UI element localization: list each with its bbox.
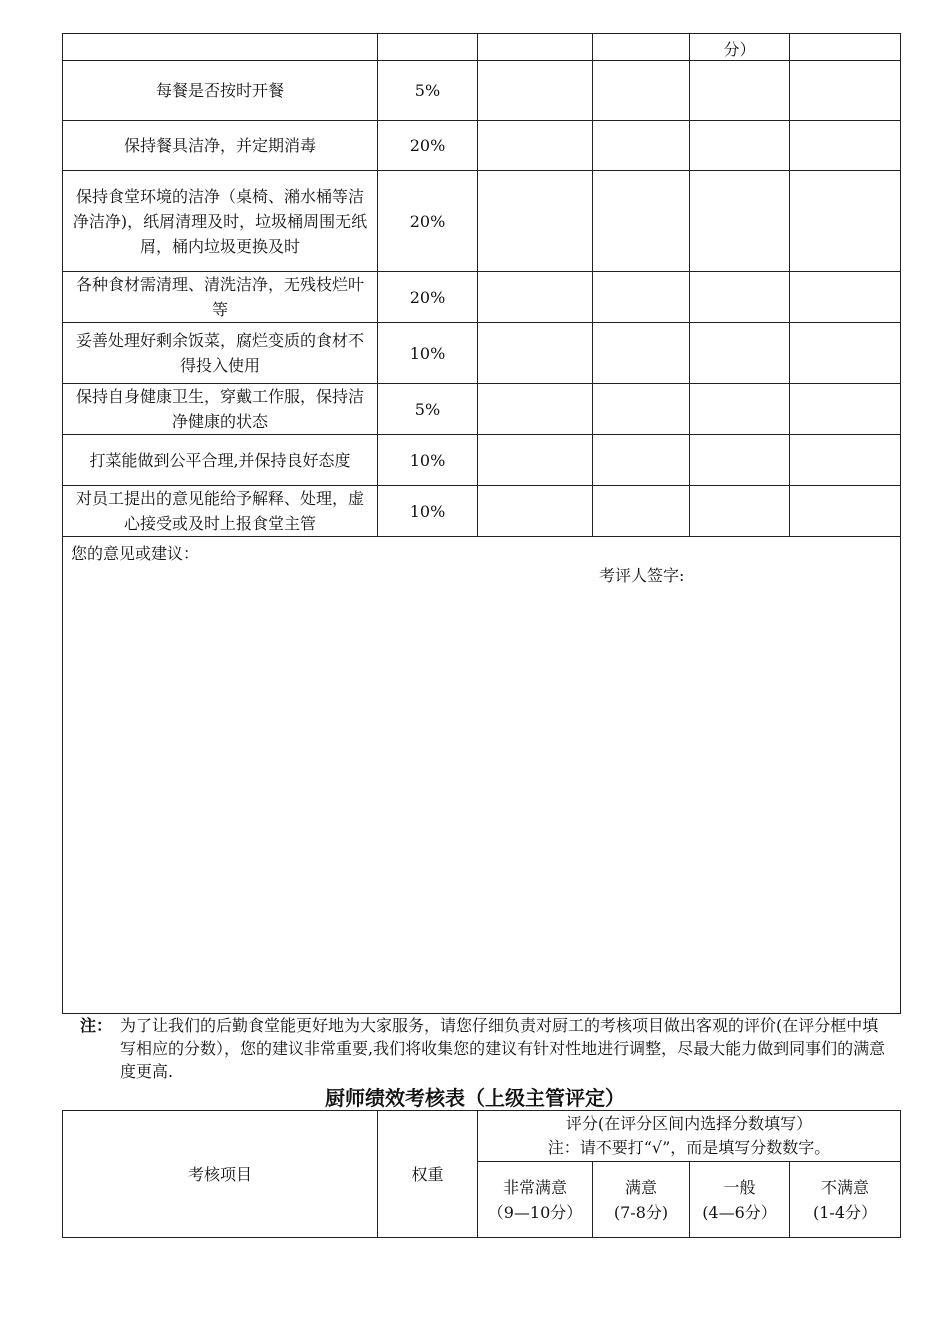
- table-row: [63, 171, 901, 272]
- note-paragraph: [80, 1014, 890, 1083]
- table-row: [63, 384, 901, 435]
- note-text: 为了让我们的后勤食堂能更好地为大家服务，请您仔细负责对厨工的考核项目做出客观的评价(在评分框中填写相应的分数），您的建议非常重要,我们将收集您的建议有针对性地进行调整，尽最大能力做到同事们的满意度更高.: [120, 1016, 886, 1081]
- table-row: [63, 61, 901, 121]
- weight-text: 10%: [378, 486, 478, 537]
- score-cell[interactable]: [478, 272, 593, 323]
- comment-row: [63, 537, 901, 1014]
- empty-cell: [63, 34, 378, 61]
- table-row: [63, 486, 901, 537]
- score-cell[interactable]: [593, 34, 690, 61]
- signature-label: 考评人签字:: [599, 566, 685, 585]
- score-cell[interactable]: [593, 61, 690, 121]
- score-cell[interactable]: [690, 121, 790, 171]
- level-unsatisfied: [790, 1162, 901, 1238]
- continued-header-text: 分）: [690, 34, 790, 61]
- item-text: 保持食堂环境的洁净（桌椅、潲水桶等洁净洁净)，纸屑清理及时，垃圾桶周围无纸屑，桶内垃圾更换及时: [63, 171, 378, 272]
- score-header-line2: 注：请不要打“√”，而是填写分数数字。: [547, 1138, 831, 1157]
- level-satisfied: [593, 1162, 690, 1238]
- level-label: 一般: [723, 1177, 756, 1197]
- score-cell[interactable]: [478, 486, 593, 537]
- table-row: [63, 121, 901, 171]
- score-cell[interactable]: [593, 435, 690, 486]
- score-cell[interactable]: [790, 171, 901, 272]
- score-header: [478, 1111, 901, 1162]
- level-range: （9—10分）: [487, 1202, 583, 1222]
- weight-text: 20%: [378, 171, 478, 272]
- item-text: 打菜能做到公平合理,并保持良好态度: [63, 435, 378, 486]
- score-cell[interactable]: [690, 323, 790, 384]
- score-cell[interactable]: [593, 323, 690, 384]
- item-text: 每餐是否按时开餐: [63, 61, 378, 121]
- level-range: (4—6分）: [702, 1202, 777, 1222]
- item-text: 各种食材需清理、清洗洁净，无残枝烂叶等: [63, 272, 378, 323]
- item-header: 考核项目: [63, 1111, 378, 1238]
- score-cell[interactable]: [478, 323, 593, 384]
- item-text: 保持自身健康卫生，穿戴工作服，保持洁净健康的状态: [63, 384, 378, 435]
- header-row: [63, 1111, 901, 1162]
- weight-text: 20%: [378, 121, 478, 171]
- level-very-satisfied: [478, 1162, 593, 1238]
- score-cell[interactable]: [790, 384, 901, 435]
- weight-text: 5%: [378, 61, 478, 121]
- level-range: (7-8分): [613, 1202, 669, 1222]
- table-row: [63, 272, 901, 323]
- weight-header: 权重: [378, 1111, 478, 1238]
- score-cell[interactable]: [478, 171, 593, 272]
- item-text: 对员工提出的意见能给予解释、处理，虚心接受或及时上报食堂主管: [63, 486, 378, 537]
- section-title: 厨师绩效考核表（上级主管评定）: [325, 1086, 625, 1110]
- level-average: [690, 1162, 790, 1238]
- score-cell[interactable]: [478, 121, 593, 171]
- score-cell[interactable]: [790, 34, 901, 61]
- score-cell[interactable]: [690, 384, 790, 435]
- level-range: (1-4分）: [812, 1202, 877, 1222]
- level-label: 满意: [624, 1177, 657, 1197]
- score-cell[interactable]: [593, 121, 690, 171]
- comment-label: 您的意见或建议：: [71, 544, 200, 563]
- score-cell[interactable]: [478, 34, 593, 61]
- table-row: [63, 323, 901, 384]
- table-row: [63, 34, 901, 61]
- score-cell[interactable]: [690, 435, 790, 486]
- score-cell[interactable]: [790, 272, 901, 323]
- level-label: 不满意: [820, 1177, 869, 1197]
- score-cell[interactable]: [478, 61, 593, 121]
- weight-text: 5%: [378, 384, 478, 435]
- note-prefix: 注：: [80, 1016, 113, 1035]
- table-row: [63, 435, 901, 486]
- score-cell[interactable]: [790, 486, 901, 537]
- item-text: 妥善处理好剩余饭菜，腐烂变质的食材不得投入使用: [63, 323, 378, 384]
- score-cell[interactable]: [690, 272, 790, 323]
- score-cell[interactable]: [478, 435, 593, 486]
- score-cell[interactable]: [690, 171, 790, 272]
- score-cell[interactable]: [790, 323, 901, 384]
- weight-text: 10%: [378, 323, 478, 384]
- comment-box[interactable]: [63, 537, 901, 1014]
- evaluation-table-continued: [62, 33, 901, 1014]
- score-cell[interactable]: [790, 435, 901, 486]
- item-text: 保持餐具洁净，并定期消毒: [63, 121, 378, 171]
- level-label: 非常满意: [502, 1177, 567, 1197]
- score-cell[interactable]: [690, 486, 790, 537]
- score-cell[interactable]: [593, 272, 690, 323]
- score-cell[interactable]: [790, 61, 901, 121]
- weight-text: 10%: [378, 435, 478, 486]
- score-cell[interactable]: [593, 171, 690, 272]
- supervisor-evaluation-table: [62, 1110, 901, 1238]
- score-cell[interactable]: [690, 61, 790, 121]
- score-header-line1: 评分(在评分区间内选择分数填写）: [565, 1114, 813, 1133]
- weight-text: 20%: [378, 272, 478, 323]
- score-cell[interactable]: [593, 384, 690, 435]
- score-cell[interactable]: [790, 121, 901, 171]
- empty-cell: [378, 34, 478, 61]
- score-cell[interactable]: [478, 384, 593, 435]
- score-cell[interactable]: [593, 486, 690, 537]
